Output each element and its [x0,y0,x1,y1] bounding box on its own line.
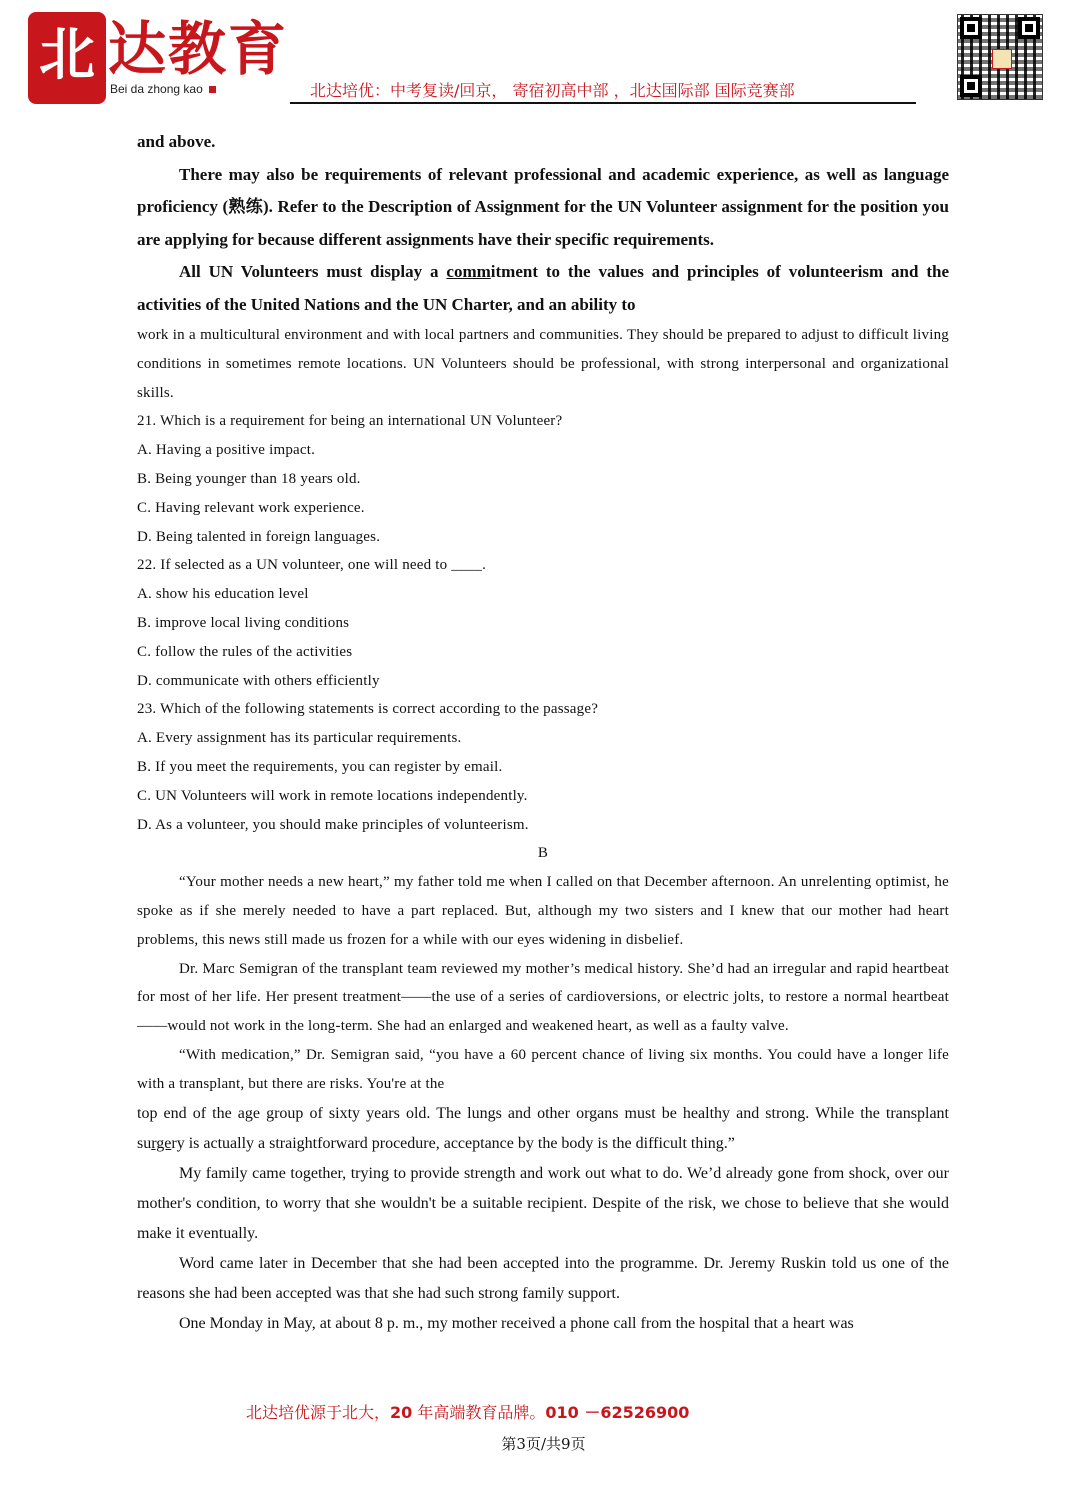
footer-slogan-text: 北达培优源于北大， [246,1403,391,1422]
qr-center-logo [992,49,1012,69]
passage-b-p4-underlined: rge [151,1134,172,1152]
passage-a-paragraph-2: There may also be requirements of relevant professional and academic experience, as well as language proficiency (熟练). Refer to the Description of Assignment for the UN Volunteer assignment for the position you are applying for because different assignments have their specific requirements. [137,164,949,249]
passage-b-paragraph-5: My family came together, trying to provide strength and work out what to do. We’d already gone from shock, over our mother's condition, to worry that she wouldn't be a suitable recipient. Despite of the risk, we chose to believe that she would make it eventually. [137,1164,949,1242]
option-d: D. As a volunteer, you should make principles of volunteerism. [137,816,529,833]
footer-slogan-brand: 年高端教育品牌。 [412,1403,546,1422]
logo-glyph: 北 [39,23,95,88]
option-a: A. Having a positive impact. [137,442,316,459]
passage-a-paragraph-4: work in a multicultural environment and with local partners and communities. They should be prepared to adjust to difficult living conditions in sometimes remote locations. UN Volunteers should be professional, with strong interpersonal and organizational skills. [137,327,949,401]
option-b: B. If you meet the requirements, you can register by email. [137,758,503,775]
document-body [137,126,949,1339]
option-c: C. follow the rules of the activities [137,643,353,660]
red-square-icon [209,86,216,93]
brand-title: 达教育 [108,15,289,83]
qr-finder-top-left [960,17,982,39]
passage-b-paragraph-6: Word came later in December that she had been accepted into the programme. Dr. Jeremy Ruskin told us one of the reasons she had been accepted was that she had such strong family support. [137,1254,949,1302]
section-label-b: B [537,845,549,862]
option-c: C. Having relevant work experience. [137,499,365,516]
header-divider [290,102,916,104]
passage-b-paragraph-7: One Monday in May, at about 8 p. m., my mother received a phone call from the hospital that a heart was [179,1314,854,1332]
question-21 [137,407,949,551]
passage-b-paragraph-4 [137,1099,949,1159]
question-stem: 21. Which is a requirement for being an international UN Volunteer? [137,413,563,430]
question-23 [137,695,949,839]
option-b: B. Being younger than 18 years old. [137,470,361,487]
header-slogan: 北达培优：中考复读/回京， 寄宿初高中部 ，北达国际部 国际竞赛部 [310,81,795,100]
passage-a-paragraph-3 [137,256,949,321]
footer-slogan [246,1400,689,1423]
footer-phone: 010 －62526900 [545,1403,690,1422]
footer-slogan-years: 20 [390,1403,413,1422]
passage-a-p3-text-start: All UN Volunteers must display a [179,262,447,281]
option-c: C. UN Volunteers will work in remote locations independently. [137,787,528,804]
passage-b-p4-text-end: ry is actually a straightforward procedure, acceptance by the body is the difficult thing.” [171,1134,735,1152]
qr-finder-top-right [1018,17,1040,39]
passage-b-paragraph-1: “Your mother needs a new heart,” my father told me when I called on that December afternoon. An unrelenting optimist, he spoke as if she merely needed to have a part replaced. But, although my two sisters and I knew that our mother had heart problems, this news still made us frozen for a while with our eyes widening in disbelief. [137,874,949,948]
passage-b-paragraph-2: Dr. Marc Semigran of the transplant team reviewed my mother’s medical history. She’d had an irregular and rapid heartbeat for most of her life. Her present treatment——the use of a series of cardioversions, or electric jolts, to restore a normal heartbeat——would not work in the long-term. She had an enlarged and weakened heart, as well as a faulty valve. [137,960,949,1035]
option-d: D. communicate with others efficiently [137,672,380,689]
question-stem: 23. Which of the following statements is correct according to the passage? [137,701,599,718]
logo-badge [28,12,106,104]
option-a: A. show his education level [137,586,309,603]
question-stem: 22. If selected as a UN volunteer, one will need to ____. [137,557,487,574]
qr-finder-bottom-left [960,75,982,97]
passage-b-p4-text-start: top end of the age group of sixty years old. The lungs and other organs must be healthy and strong. While the transplant su [137,1104,949,1152]
option-b: B. improve local living conditions [137,614,350,631]
brand-subtitle [110,82,216,96]
passage-a-p3-underlined: comm [446,262,491,281]
passage-a-paragraph-1: and above. [137,132,216,151]
brand-subtitle-text: Bei da zhong kao [110,82,203,96]
passage-b-paragraph-3: “With medication,” Dr. Semigran said, “you have a 60 percent chance of living six months. You could have a longer life with a transplant, but there are risks. You're at the [137,1046,949,1092]
question-22 [137,551,949,695]
passage-a-p3-text-end: itment to the values and principles of volunteerism and the activities of the United Nations and the UN Charter, and an ability to [137,262,949,314]
qr-code-icon [957,14,1043,100]
option-d: D. Being talented in foreign languages. [137,528,381,545]
page-number: 第3页/共9页 [501,1435,586,1453]
option-a: A. Every assignment has its particular requirements. [137,730,462,747]
